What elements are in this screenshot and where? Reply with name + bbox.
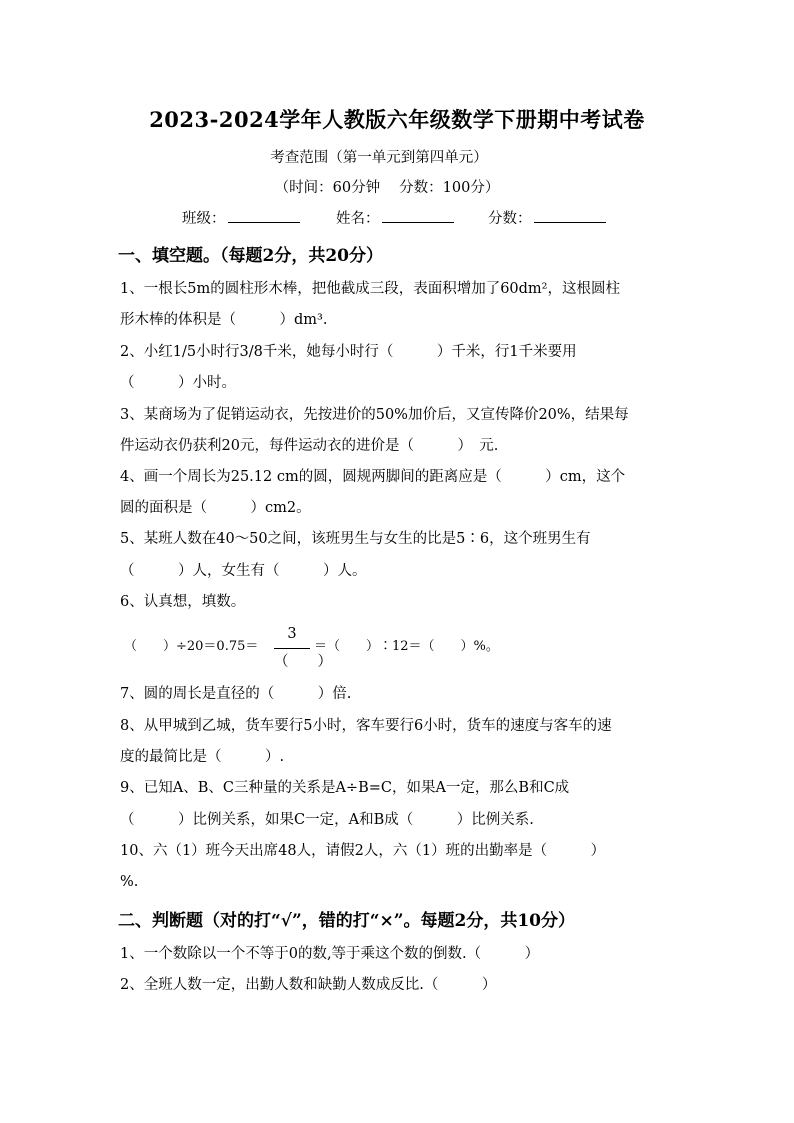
q6-numerator: 3 <box>287 626 297 642</box>
name-label: 姓名： <box>336 211 380 227</box>
question-line: （ ）人，女生有（ ）人。 <box>120 563 367 579</box>
question-line: 度的最简比是（ ）. <box>120 749 285 765</box>
question-line: 8、从甲城到乙城，货车要行5小时，客车要行6小时，货车的速度与客车的速 <box>120 718 612 734</box>
q6-left: （ ）÷20＝0.75＝ <box>124 639 259 654</box>
name-blank[interactable] <box>382 208 454 223</box>
question-line: （ ）小时。 <box>120 375 236 391</box>
class-field <box>182 207 300 228</box>
question-line: %. <box>120 874 139 890</box>
question-line: 1、一个数除以一个不等于0的数,等于乘这个数的倒数.（ ） <box>120 946 540 962</box>
page-title: 2023-2024学年人教版六年级数学下册期中考试卷 <box>149 107 645 132</box>
time-and-score: （时间：60分钟 分数：100分） <box>274 180 500 196</box>
question-line: （ ）比例关系，如果C一定，A和B成（ ）比例关系. <box>120 812 534 828</box>
score-label: 分数： <box>488 211 532 227</box>
score-field <box>488 207 606 228</box>
q6-right: ＝（ ）∶12＝（ ）%。 <box>314 639 499 654</box>
question-line: 4、画一个周长为25.12 cm的圆，圆规两脚间的距离应是（ ）cm，这个 <box>120 469 626 485</box>
question-line: 形木棒的体积是（ ）dm³. <box>120 312 328 328</box>
class-label: 班级： <box>182 211 226 227</box>
name-field <box>336 207 454 228</box>
q6-denominator: （ ） <box>274 654 332 670</box>
class-blank[interactable] <box>228 208 300 223</box>
exam-scope: 考查范围（第一单元到第四单元） <box>270 150 488 166</box>
question-line: 件运动衣仍获利20元，每件运动衣的进价是（ ） 元. <box>120 438 499 454</box>
question-line: 3、某商场为了促销运动衣，先按进价的50%加价后，又宣传降价20%，结果每 <box>120 407 629 423</box>
section2-heading: 二、判断题（对的打“√”，错的打“×”。每题2分，共10分） <box>118 911 576 931</box>
question-line: 2、全班人数一定，出勤人数和缺勤人数成反比.（ ） <box>120 977 497 993</box>
fraction-bar <box>274 648 310 649</box>
question-line: 9、已知A、B、C三种量的关系是A÷B=C，如果A一定，那么B和C成 <box>120 780 570 796</box>
question-line: 7、圆的周长是直径的（ ）倍. <box>120 686 352 702</box>
section1-heading: 一、填空题。（每题2分，共20分） <box>118 246 383 266</box>
question-line: 5、某班人数在40～50之间，该班男生与女生的比是5∶6，这个班男生有 <box>120 531 591 547</box>
score-blank[interactable] <box>534 208 606 223</box>
question-line: 2、小红1/5小时行3/8千米，她每小时行（ ）千米，行1千米要用 <box>120 344 577 360</box>
question-line: 6、认真想，填数。 <box>120 594 246 610</box>
question-line: 1、一根长5m的圆柱形木棒，把他截成三段，表面积增加了60dm²，这根圆柱 <box>120 281 620 297</box>
question-line: 圆的面积是（ ）cm2。 <box>120 500 311 516</box>
question-line: 10、六（1）班今天出席48人，请假2人，六（1）班的出勤率是（ ） <box>120 843 606 859</box>
